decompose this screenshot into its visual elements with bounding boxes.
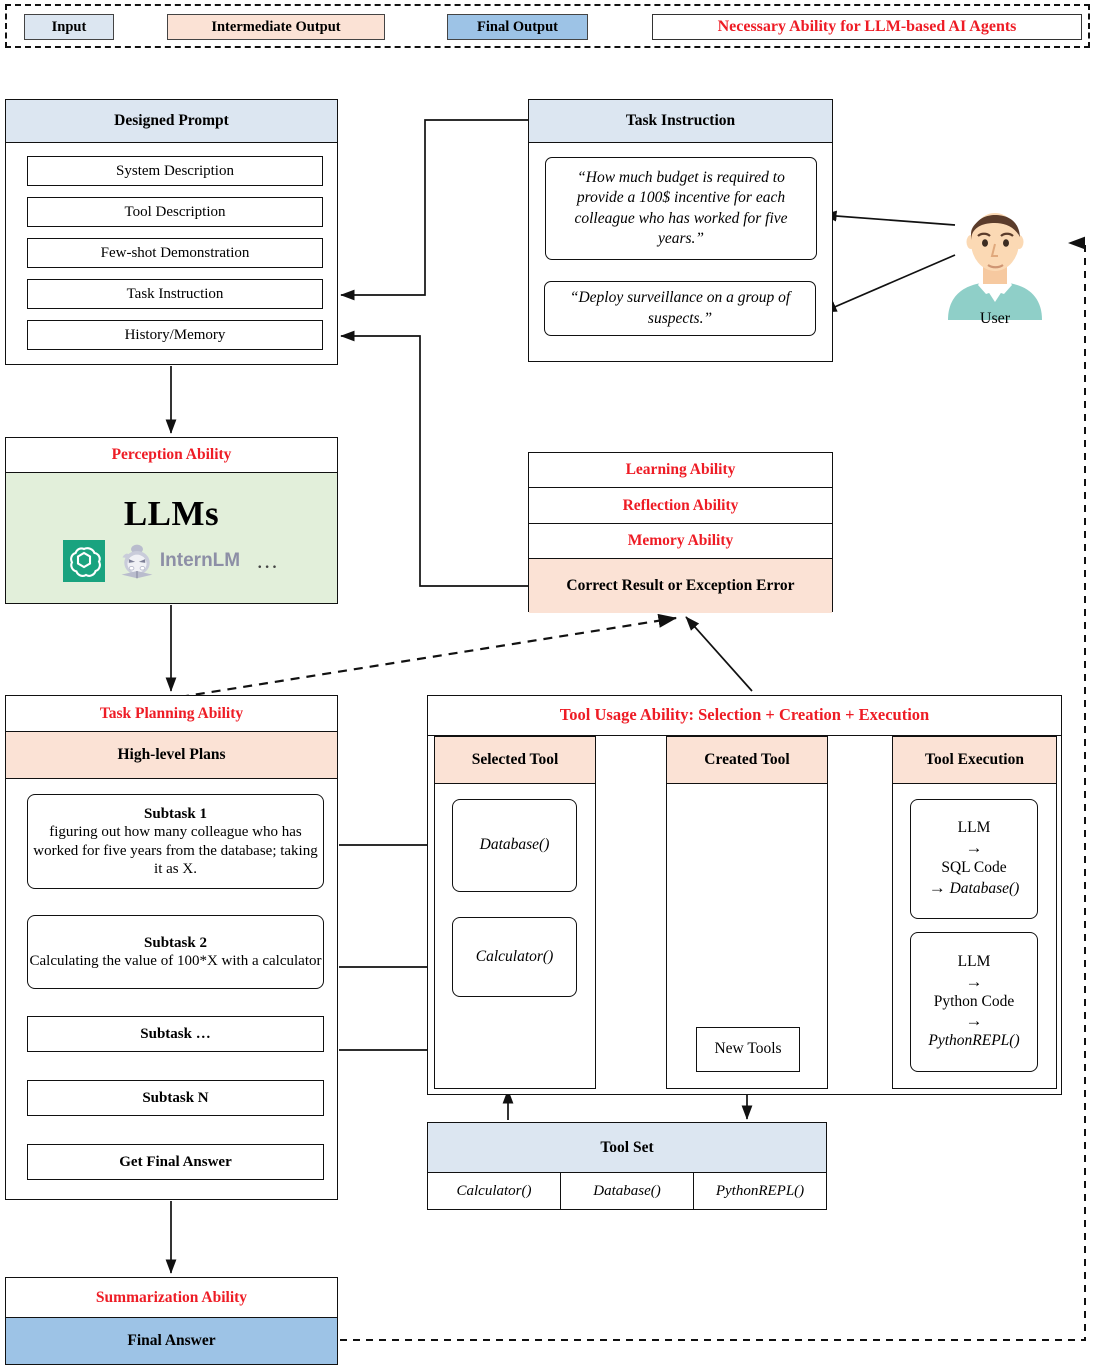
prompt-item-few-shot-demonstration[interactable] [27,238,323,268]
legend-label-final: Final Output [477,18,558,35]
tool-set-panel [427,1122,827,1210]
high-level-plans-label: High-level Plans [117,746,226,763]
user-label: User [979,310,1011,327]
perception-title: Perception Ability [6,438,337,473]
llm-logos [63,540,280,582]
tool-usage-panel [427,695,1062,1095]
legend-label-intermediate: Intermediate Output [211,18,341,35]
designed-prompt-title: Designed Prompt [6,100,337,143]
tool-card-label: Database() [479,836,550,854]
user-avatar-icon [930,190,1060,320]
prompt-item-label: History/Memory [124,326,226,343]
task-instruction-title: Task Instruction [529,100,832,143]
summarization-panel [5,1277,338,1365]
tool-set-cell-calculator[interactable] [428,1173,561,1209]
execution-line-1: LLM [957,952,991,970]
subtask-title: Subtask 2 [144,934,207,951]
prompt-item-system-description[interactable] [27,156,323,186]
internlm-logo-icon [117,541,240,581]
subtask-card-n[interactable] [27,1080,324,1116]
internlm-label: InternLM [159,550,241,571]
tool-set-label: Database() [593,1182,661,1199]
execution-line-3: PythonREPL() [928,1032,1020,1050]
tool-set-row [428,1173,826,1209]
prompt-item-label: Task Instruction [126,285,224,302]
arrow-down-icon: → [965,971,983,991]
ability-row-learning [529,453,832,488]
subtask-title: Subtask N [142,1089,209,1106]
llm-title: LLMs [123,494,220,533]
high-level-plans-bar [6,732,337,779]
task-instruction-bubble-2 [544,281,816,336]
task-planning-panel [5,695,338,1200]
legend-chip-ability [652,14,1082,40]
designed-prompt-items [27,156,323,361]
ability-label: Learning Ability [625,461,736,478]
tool-execution-column [892,736,1057,1089]
tool-execution-header: Tool Execution [893,737,1056,784]
subtask-card-ellipsis[interactable] [27,1016,324,1052]
prompt-item-label: Tool Description [124,203,226,220]
selected-tool-column [434,736,596,1089]
tool-card-label: New Tools [714,1040,782,1058]
prompt-item-label: System Description [116,162,234,179]
tool-card-calculator[interactable] [452,917,577,997]
ability-row-reflection [529,488,832,524]
tool-execution-card-sql[interactable] [910,799,1038,919]
execution-line-2: SQL Code [941,858,1007,876]
created-tool-column [666,736,828,1089]
perception-panel [5,437,338,604]
abilities-panel [528,452,833,612]
arrow-down-icon: → [928,877,946,897]
user-avatar [930,190,1060,320]
llm-body [6,473,337,603]
tool-execution-card-python[interactable] [910,932,1038,1072]
arrow-down-icon: → [965,838,983,858]
final-answer-bar [6,1318,337,1364]
ability-row-memory [529,524,832,559]
subtask-title: Get Final Answer [119,1153,232,1170]
selected-tool-header: Selected Tool [435,737,595,784]
tool-set-title: Tool Set [428,1123,826,1173]
prompt-item-label: Few-shot Demonstration [100,244,250,261]
legend-chip-input [24,14,114,40]
legend-chip-intermediate [167,14,385,40]
execution-line-2: Python Code [933,992,1015,1010]
task-planning-title: Task Planning Ability [6,696,337,732]
ability-label: Correct Result or Exception Error [566,576,795,594]
legend-label-ability: Necessary Ability for LLM-based AI Agents [717,18,1017,35]
execution-line-1: LLM [957,819,991,837]
ability-label: Memory Ability [627,532,734,549]
subtask-card-1[interactable] [27,794,324,889]
legend-label-input: Input [51,18,87,35]
execution-line-3: Database() [949,879,1020,897]
subtask-title: Subtask … [140,1025,211,1042]
tool-set-cell-database[interactable] [561,1173,694,1209]
legend-chip-final [447,14,588,40]
prompt-item-tool-description[interactable] [27,197,323,227]
openai-logo-icon [63,540,105,582]
tool-card-label: Calculator() [475,947,554,965]
tool-set-cell-pythonrepl[interactable] [694,1173,826,1209]
created-tool-header: Created Tool [667,737,827,784]
subtask-body: figuring out how many colleague who has worked for five years from the database; taking it as X. [33,824,318,877]
llm-ellipsis: … [256,548,281,573]
tool-set-label: Calculator() [456,1182,532,1199]
tool-set-label: PythonREPL() [715,1182,805,1199]
summarization-title: Summarization Ability [6,1278,337,1318]
task-instruction-bubble-1 [545,157,817,260]
final-answer-label: Final Answer [127,1332,216,1349]
prompt-item-task-instruction[interactable] [27,279,323,309]
tool-card-new-tools[interactable] [696,1027,800,1072]
prompt-item-history-memory[interactable] [27,320,323,350]
tool-card-database[interactable] [452,799,577,892]
tool-usage-title: Tool Usage Ability: Selection + Creation + Execution [428,696,1061,736]
ability-label: Reflection Ability [622,496,739,514]
subtask-title: Subtask 1 [144,805,207,822]
task-instruction-bubble-text: “How much budget is required to provide a 100$ incentive for each colleague who has worked for five years.” [574,169,788,247]
get-final-answer-card[interactable] [27,1144,324,1180]
legend [5,4,1090,48]
subtask-card-2[interactable] [27,915,324,989]
task-instruction-bubble-text: “Deploy surveillance on a group of suspects.” [569,289,791,327]
arrow-down-icon: → [965,1011,983,1031]
designed-prompt-panel [5,99,338,365]
ability-row-correct-result [529,559,832,613]
subtask-body: Calculating the value of 100*X with a calculator [29,953,322,969]
